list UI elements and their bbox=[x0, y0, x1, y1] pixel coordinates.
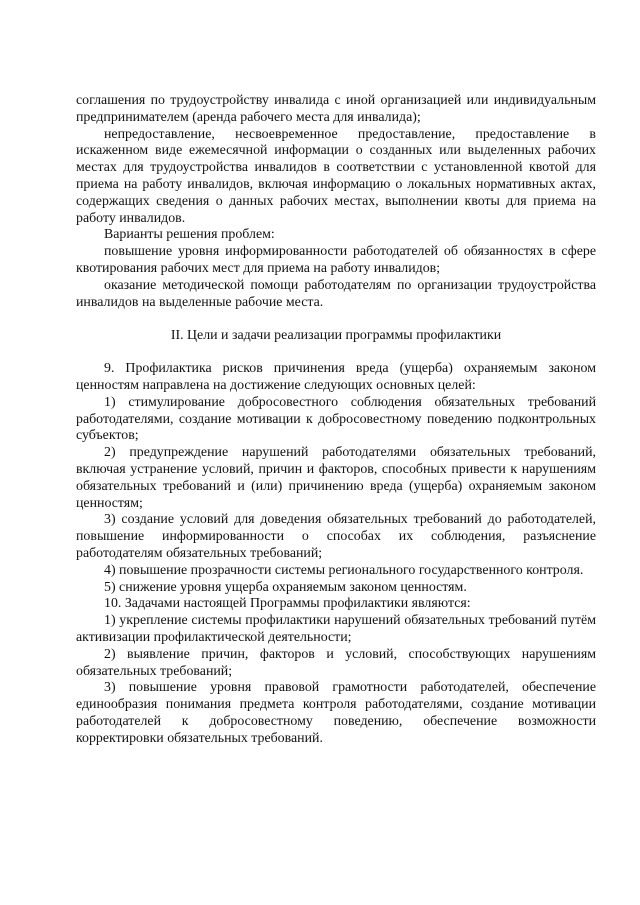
list-item: 3) повышение уровня правовой грамотности работодателей, обеспечение единообразия понимания предмета контроля работодателями, создание мотивации работодателей к добросовестному поведению, обеспечение возможности корректировки обязательных требований. bbox=[76, 680, 596, 746]
paragraph: Варианты решения проблем: bbox=[104, 227, 275, 243]
list-item: 2) предупреждение нарушений работодателями обязательных требований, включая устранение условий, причин и факторов, способных привести к нарушениям обязательных требований и (или) причинению вреда (ущерба) охраняемым законом ценностям; bbox=[76, 445, 596, 511]
list-item: 3) создание условий для доведения обязательных требований до работодателей, повышение информированности о способах их соблюдения, разъяснение работодателям обязательных требований; bbox=[76, 512, 596, 561]
list-item: 1) укрепление системы профилактики нарушений обязательных требований путём активизации профилактической деятельности; bbox=[76, 613, 596, 645]
section-heading: II. Цели и задачи реализации программы профилактики bbox=[170, 328, 502, 344]
document-page bbox=[76, 93, 596, 747]
list-item: 1) стимулирование добросовестного соблюдения обязательных требований работодателями, создание мотивации к добросовестному поведению подконтрольных субъектов; bbox=[76, 394, 596, 444]
paragraph: 10. Задачами настоящей Программы профилактики являются: bbox=[104, 596, 471, 612]
list-item: 2) выявление причин, факторов и условий, способствующих нарушениям обязательных требований; bbox=[76, 646, 596, 679]
paragraph: оказание методической помощи работодателям по организации трудоустройства инвалидов на выделенные рабочие места. bbox=[76, 277, 596, 310]
paragraph: непредоставление, несвоевременное предоставление, предоставление в искаженном виде ежемесячной информации о созданных или выделенных рабочих местах для трудоустройства инвалидов в соответствии с установленной квотой для приема на работу инвалидов, включая информацию о локальных нормативных актах, содержащих сведения о данных рабочих местах, выполнении квоты для приема на работу инвалидов. bbox=[76, 126, 596, 226]
list-item: 5) снижение уровня ущерба охраняемым законом ценностям. bbox=[104, 579, 467, 595]
paragraph: соглашения по трудоустройству инвалида с иной организацией или индивидуальным предпринимателем (аренда рабочего места для инвалида); bbox=[76, 93, 596, 125]
list-item: 4) повышение прозрачности системы регионального государственного контроля. bbox=[104, 562, 584, 578]
paragraph: повышение уровня информированности работодателей об обязанностях в сфере квотирования рабочих мест для приема на работу инвалидов; bbox=[76, 244, 596, 276]
paragraph: 9. Профилактика рисков причинения вреда (ущерба) охраняемым законом ценностям направлена на достижение следующих основных целей: bbox=[76, 361, 596, 393]
